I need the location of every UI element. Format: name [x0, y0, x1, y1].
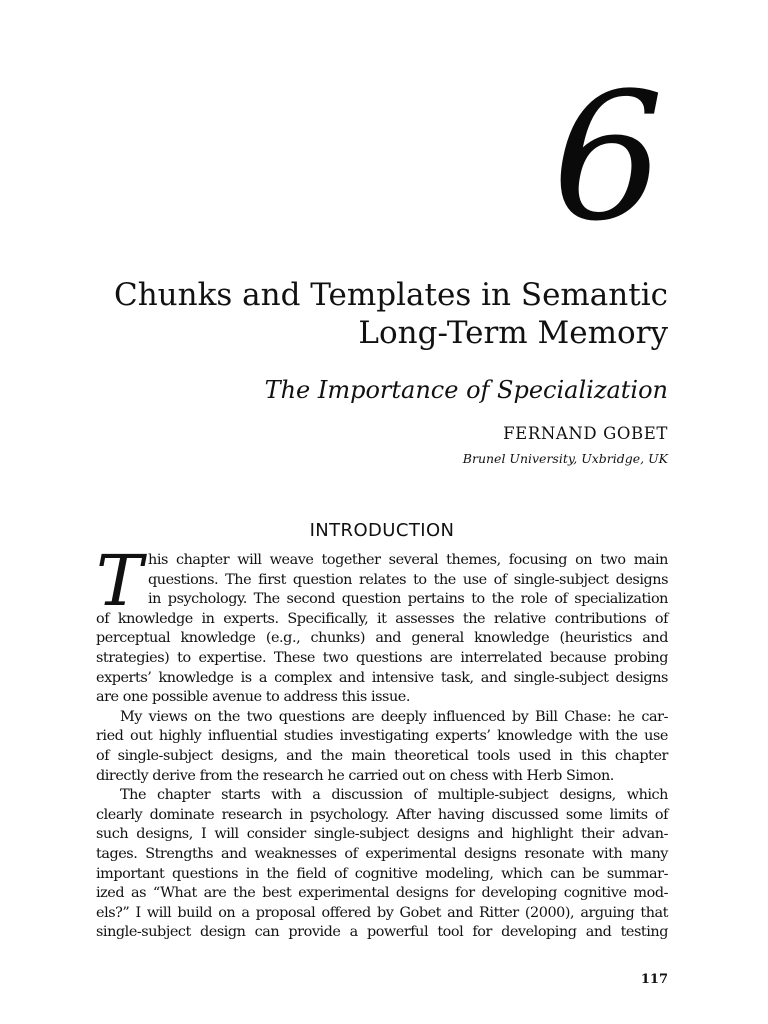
body-line: his chapter will weave together several themes, focusing on two main: [148, 552, 668, 568]
section-heading: INTRODUCTION: [309, 520, 455, 541]
body-line: tages. Strengths and weaknesses of experimental designs resonate with many: [96, 845, 668, 862]
body-line: important questions in the field of cognitive modeling, which can be summar-: [96, 865, 668, 882]
author-name: FERNAND GOBET: [503, 424, 668, 443]
chapter-title-line-1: Chunks and Templates in Semantic: [113, 277, 668, 313]
body-line: els?” I will build on a proposal offered by Gobet and Ritter (2000), arguing that: [96, 904, 668, 921]
chapter-title-line-2: Long-Term Memory: [358, 315, 668, 351]
body-line: My views on the two questions are deeply influenced by Bill Chase: he car-: [120, 708, 668, 725]
body-line: experts’ knowledge is a complex and intensive task, and single-subject designs: [96, 669, 668, 686]
body-line: are one possible avenue to address this issue.: [96, 689, 410, 706]
page-number: 117: [640, 972, 668, 987]
chapter-number: 6: [552, 55, 664, 260]
body-line: such designs, I will consider single-subject designs and highlight their advan-: [96, 826, 668, 843]
author-affiliation: Brunel University, Uxbridge, UK: [462, 451, 668, 466]
body-line: ized as “What are the best experimental designs for developing cognitive mod-: [96, 885, 668, 902]
body-line: ried out highly influential studies investigating experts’ knowledge with the use: [96, 728, 668, 745]
chapter-subtitle: The Importance of Specialization: [264, 376, 668, 404]
body-line: clearly dominate research in psychology. After having discussed some limits of: [96, 806, 668, 823]
body-line: directly derive from the research he carried out on chess with Herb Simon.: [96, 767, 614, 784]
chapter-title: [96, 276, 668, 352]
body-line: of single-subject designs, and the main theoretical tools used in this chapter: [96, 747, 668, 764]
drop-cap: T: [96, 540, 143, 622]
body-line: perceptual knowledge (e.g., chunks) and general knowledge (heuristics and: [96, 630, 668, 647]
body-line: of knowledge in experts. Specifically, it assesses the relative contributions of: [96, 610, 668, 627]
body-line: questions. The first question relates to the use of single-subject designs: [148, 571, 668, 588]
body-line: in psychology. The second question pertains to the role of specialization: [148, 591, 668, 608]
body-line: The chapter starts with a discussion of multiple-subject designs, which: [120, 787, 668, 804]
body-line: strategies) to expertise. These two questions are interrelated because probing: [96, 649, 668, 666]
body-line: single-subject design can provide a powerful tool for developing and testing: [96, 924, 668, 941]
body-text: [96, 551, 668, 943]
